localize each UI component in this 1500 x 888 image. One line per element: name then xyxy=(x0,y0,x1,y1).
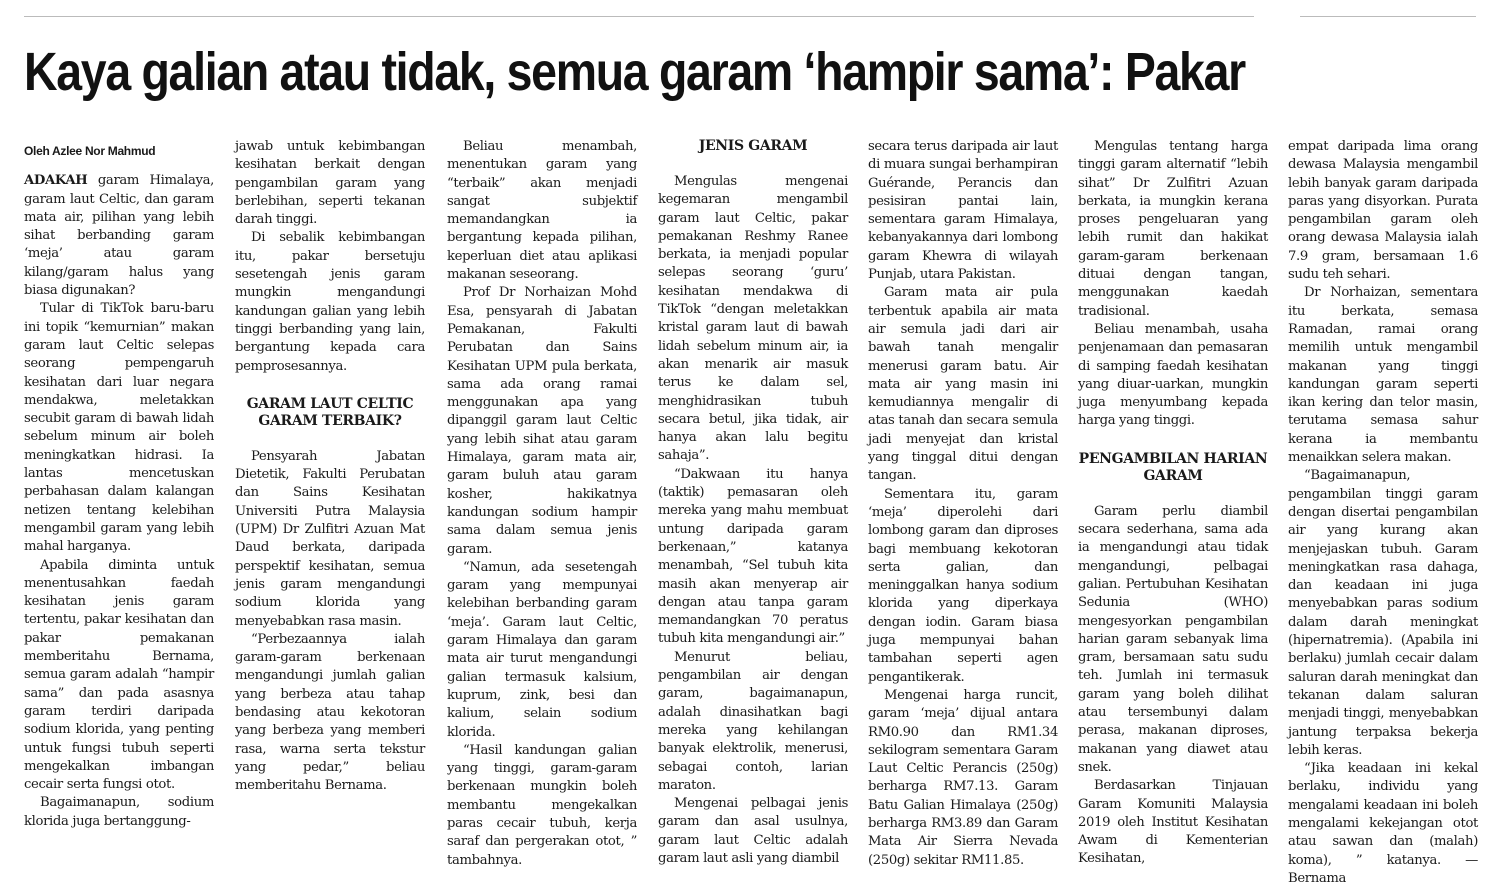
headline: Kaya galian atau tidak, semua garam ‘hampir sama’: Pakar xyxy=(24,42,1245,102)
section-heading: JENIS GARAM xyxy=(698,138,808,154)
paragraph: Mengenai harga runcit, garam ‘meja’ dijual antara RM0.90 dan RM1.34 sekilogram sementara Garam Laut Celtic Perancis (250g) berharga RM7.13. Garam Batu Galian Himalaya (250g) berharga RM3.89 dan Garam Mata Air Sierra Nevada (250g) sekitar RM11.85. xyxy=(868,687,1058,868)
paragraph: “Hasil kandungan galian yang tinggi, garam-garam berkenaan mungkin boleh membantu mengekalkan paras cecair tubuh, kerja saraf dan pergerakan otot, ” tambahnya. xyxy=(447,742,637,868)
paragraph: “Jika keadaan ini kekal berlaku, individu yang mengalami keadaan ini boleh mengalami kekejangan otot atau sawan dan (malah) koma), ” katanya. — Bernama xyxy=(1288,761,1478,886)
paragraph: “Bagaimanapun, pengambilan tinggi garam dengan disertai pengambilan air yang kurang akan menjejaskan tubuh. Garam meningkatkan rasa dahaga, dan keadaan ini juga menyebabkan paras sodium dalam darah meningkat (hipernatremia). (Apabila ini berlaku) jumlah cecair dalam saluran darah meningkat dan tekanan dalam saluran menjadi tinggi, menyebabkan jantung terpaksa bekerja lebih keras. xyxy=(1288,468,1478,758)
header-rule-right xyxy=(1300,16,1476,17)
paragraph: Menurut beliau, pengambilan air dengan garam, bagaimanapun, adalah dinasihatkan bagi mereka yang kehilangan banyak elektrolik, menerusi, sebagai contoh, larian maraton. xyxy=(658,649,848,793)
paragraph: “Dakwaan itu hanya (taktik) pemasaran oleh mereka yang mahu membuat untung daripada garam berkenaan,” katanya menambah, “Sel tubuh kita masih akan menyerap air dengan atau tanpa garam memandangkan 70 peratus tubuh kita mengandungi air.” xyxy=(658,466,848,647)
paragraph: Di sebalik kebimbangan itu, pakar bersetuju sesetengah jenis garam mungkin mengandungi kandungan galian yang lebih tinggi berbanding yang lain, bergantung kepada cara pemprosesannya. xyxy=(235,230,425,374)
article-column-3 xyxy=(447,138,637,868)
article-column-6 xyxy=(1078,138,1268,867)
article-column-7 xyxy=(1288,138,1478,886)
lead-text: garam Himalaya, garam laut Celtic, dan garam mata air, pilihan yang lebih sihat berbanding garam ‘meja’ atau garam kilang/garam halus yang biasa digunakan? xyxy=(24,173,214,299)
paragraph: Beliau menambah, usaha penjenamaan dan pemasaran di samping faedah kesihatan yang diuar-uarkan, mungkin juga menyumbang kepada harga yang tinggi. xyxy=(1078,321,1268,429)
byline: Oleh Azlee Nor Mahmud xyxy=(24,144,156,158)
paragraph: jawab untuk kebimbangan kesihatan berkait dengan pengambilan garam yang berlebihan, seperti tekanan darah tinggi. xyxy=(235,139,425,228)
paragraph: Sementara itu, garam ‘meja’ diperolehi dari lombong garam dan diproses bagi membuang kekotoran serta galian, dan meninggalkan hanya sodium klorida yang diperkaya dengan iodin. Garam biasa juga mempunyai bahan tambahan seperti agen pengantikerak. xyxy=(868,486,1058,685)
paragraph: empat daripada lima orang dewasa Malaysia mengambil lebih banyak garam daripada paras yang disyorkan. Purata pengambilan garam oleh orang dewasa Malaysia ialah 7.9 gram, bersamaan 1.6 sudu teh sehari. xyxy=(1288,139,1478,283)
paragraph: Mengulas tentang harga tinggi garam alternatif “lebih sihat” Dr Zulfitri Azuan berkata, ia mungkin kerana proses pengeluaran yang lebih rumit dan hakikat garam-garam berkenaan dituai dengan tangan, menggunakan kaedah tradisional. xyxy=(1078,139,1268,319)
paragraph: Garam perlu diambil secara sederhana, sama ada ia mengandungi atau tidak mengandungi, pelbagai galian. Pertubuhan Kesihatan Sedunia (WHO) mengesyorkan pengambilan harian garam sebanyak lima gram, bersamaan satu sudu teh. Jumlah ini termasuk garam yang boleh dilihat atau tersembunyi dalam perasa, makanan diproses, makanan yang diawet atau snek. xyxy=(1078,503,1268,775)
paragraph: Tular di TikTok baru-baru ini topik “kemurnian” makan garam laut Celtic selepas seorang pempengaruh kesihatan dari luar negara mendakwa, meletakkan secubit garam di bawah lidah sebelum minum air boleh meningkatkan hidrasi. Ia lantas mencetuskan perbahasan dalam kalangan netizen tentang kelebihan mengambil garam yang lebih mahal harganya. xyxy=(24,301,214,555)
paragraph: Prof Dr Norhaizan Mohd Esa, pensyarah di Jabatan Pemakanan, Fakulti Perubatan dan Sains Kesihatan UPM pula berkata, sama ada orang ramai menggunakan apa yang dipanggil garam laut Celtic yang lebih sihat atau garam Himalaya, garam mata air, garam buluh atau garam kosher, hakikatnya kandungan sodium hampir sama dalam semua jenis garam. xyxy=(447,285,637,557)
paragraph: Mengenai pelbagai jenis garam dan asal usulnya, garam laut Celtic adalah garam laut asli yang diambil xyxy=(658,796,848,866)
paragraph: Beliau menambah, menentukan garam yang “terbaik” akan menjadi sangat subjektif memandangkan ia bergantung kepada pilihan, keperluan diet atau aplikasi makanan seseorang. xyxy=(447,139,637,283)
lead-word: ADAKAH xyxy=(24,173,88,189)
paragraph: Pensyarah Jabatan Dietetik, Fakulti Perubatan dan Sains Kesihatan Universiti Putra Malaysia (UPM) Dr Zulfitri Azuan Mat Daud berkata, daripada perspektif kesihatan, semua jenis garam mengandungi sodium klorida yang menyebabkan rasa masin. xyxy=(235,448,425,629)
paragraph: secara terus daripada air laut di muara sungai berhampiran Guérande, Perancis dan pesisiran pantai lain, sementara garam Himalaya, kebanyakannya dari lombong garam Khewra di wilayah Punjab, utara Pakistan. xyxy=(868,139,1058,283)
paragraph: “Perbezaannya ialah garam-garam berkenaan mengandungi jumlah galian yang berbeza atau tahap bendasing atau kekotoran yang berbeza yang memberi rasa, warna serta tekstur yang pedar,” beliau memberitahu Bernama. xyxy=(235,631,425,794)
paragraph: Bagaimanapun, sodium klorida juga bertanggung- xyxy=(24,795,214,829)
article-column-5 xyxy=(868,138,1058,868)
article-column-2 xyxy=(235,138,425,808)
lead-paragraph xyxy=(24,172,214,300)
article-column-1 xyxy=(24,138,214,829)
paragraph: “Namun, ada sesetengah garam yang mempunyai kelebihan berbanding garam ‘meja’. Garam laut Celtic, garam Himalaya dan garam mata air turut mengandungi galian termasuk kalsium, kuprum, zink, besi dan kalium, selain sodium klorida. xyxy=(447,559,637,740)
paragraph: Mengulas mengenai kegemaran mengambil garam laut Celtic, pakar pemakanan Reshmy Ranee berkata, ia menjadi popular selepas seorang ‘guru’ kesihatan mendakwa di TikTok “dengan meletakkan kristal garam laut di bawah lidah sebelum minum air, ia akan menarik air masuk terus ke dalam sel, menghidrasikan tubuh secara betul, jika tidak, air hanya akan lalu begitu sahaja”. xyxy=(658,174,848,464)
section-heading: PENGAMBILAN HARIAN GARAM xyxy=(1078,450,1268,484)
paragraph: Berdasarkan Tinjauan Garam Komuniti Malaysia 2019 oleh Institut Kesihatan Awam di Kementerian Kesihatan, xyxy=(1078,778,1268,867)
section-heading: GARAM LAUT CELTIC GARAM TERBAIK? xyxy=(246,395,414,429)
paragraph: Dr Norhaizan, sementara itu berkata, semasa Ramadan, ramai orang memilih untuk mengambil makanan yang tinggi kandungan garam seperti ikan kering dan telor masin, terutama semasa sahur kerana ia membantu menaikkan selera makan. xyxy=(1288,285,1478,466)
paragraph: Apabila diminta untuk menentusahkan faedah kesihatan jenis garam tertentu, pakar kesihatan dan pakar pemakanan memberitahu Bernama, semua garam adalah “hampir sama” dan pada asasnya garam terdiri daripada sodium klorida, yang penting untuk fungsi tubuh seperti mengekalkan imbangan cecair serta fungsi otot. xyxy=(24,557,214,793)
header-rule-left xyxy=(24,16,1254,17)
paragraph: Garam mata air pula terbentuk apabila air mata air semula jadi dari air bawah tanah mengalir menerusi garam batu. Air mata air yang masin ini kemudiannya mengalir di atas tanah dan secara semula jadi menyejat dan kristal yang tinggal ditui dengan tangan. xyxy=(868,285,1058,484)
article-column-4 xyxy=(658,138,848,866)
